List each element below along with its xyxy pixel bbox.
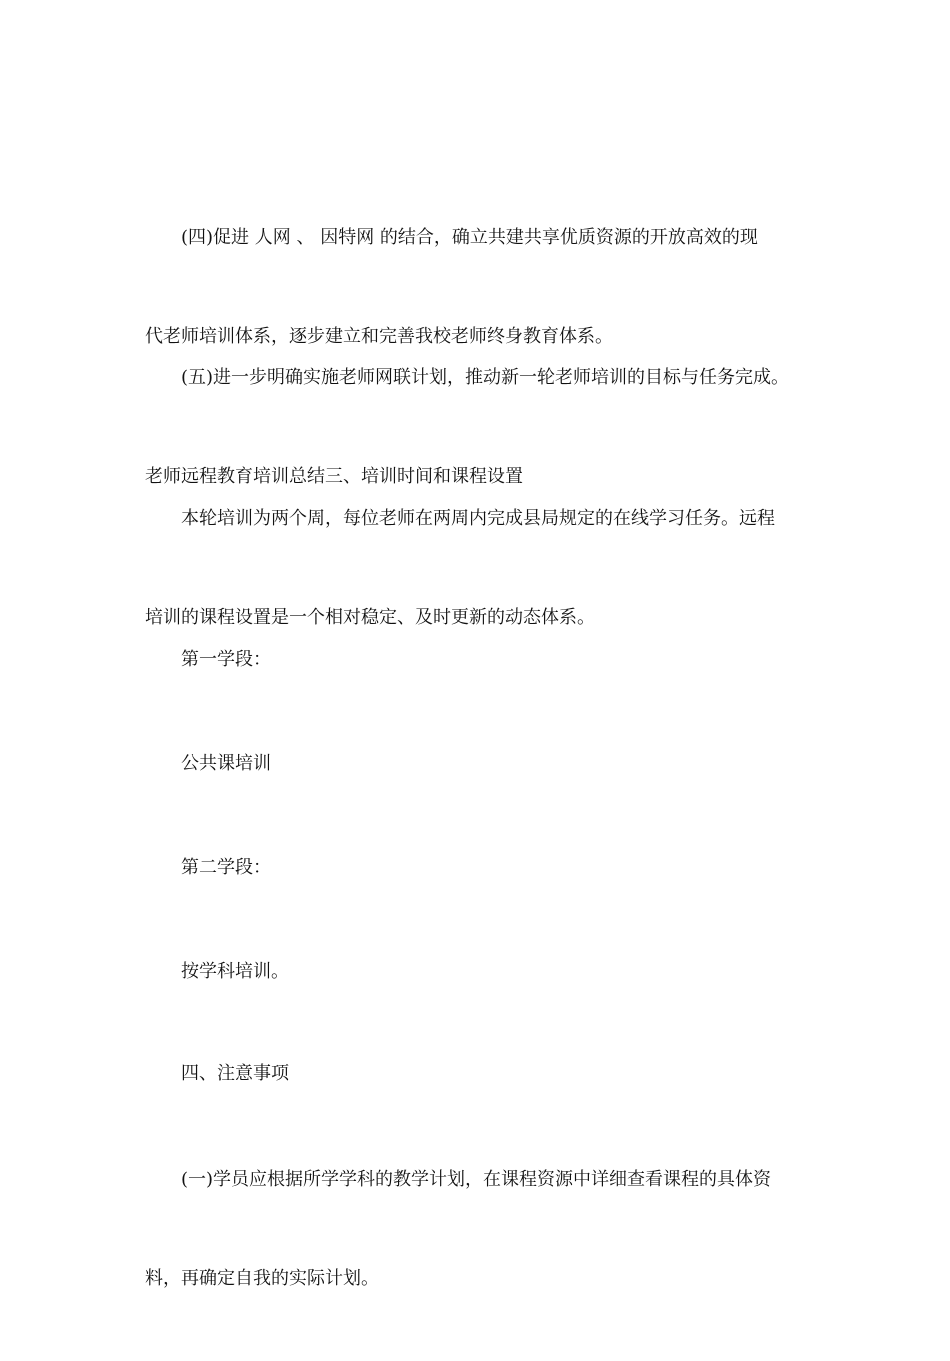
text-line: 四、注意事项 — [145, 1063, 289, 1084]
text-line: 按学科培训。 — [145, 961, 289, 982]
text-line: 第二学段： — [145, 857, 271, 878]
text-line: 代老师培训体系，逐步建立和完善我校老师终身教育体系。 — [145, 326, 613, 347]
text-line: (四)促进 人网 、 因特网 的结合，确立共建共享优质资源的开放高效的现 — [145, 227, 758, 248]
text-line: (五)进一步明确实施老师网联计划，推动新一轮老师培训的目标与任务完成。 — [145, 367, 790, 388]
text-line: 料，再确定自我的实际计划。 — [145, 1268, 379, 1289]
text-line: 公共课培训 — [145, 753, 271, 774]
text-line: 本轮培训为两个周，每位老师在两周内完成县局规定的在线学习任务。远程 — [145, 508, 775, 529]
paragraph-one-learner-plan — [145, 1097, 815, 1361]
text-line: 第一学段： — [145, 649, 271, 670]
text-line: (一)学员应根据所学学科的教学计划，在课程资源中详细查看课程的具体资 — [145, 1169, 772, 1190]
text-line: 老师远程教育培训总结三、培训时间和课程设置 — [145, 466, 523, 487]
text-line: 培训的课程设置是一个相对稳定、及时更新的动态体系。 — [145, 607, 595, 628]
